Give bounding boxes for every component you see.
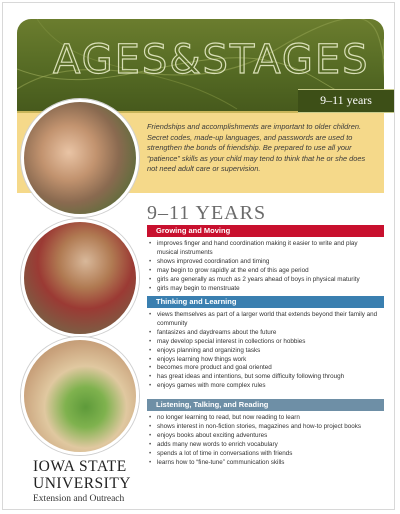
intro-paragraph: Friendships and accomplishments are important to older children. Secret codes, made-up languages, and passwords are used to strengthen the bonds of friendship. Be prepared to use all your “patience” skills as your child may tend to think that he or she does not need adult care or supervision. bbox=[147, 122, 366, 173]
list-thinking bbox=[147, 311, 379, 391]
photo-girls-friends bbox=[21, 99, 139, 217]
list-item: • enjoys games with more complex rules bbox=[147, 382, 379, 391]
age-range-label: 9–11 years bbox=[320, 93, 372, 107]
photo-girl-magnifier bbox=[21, 337, 139, 455]
list-growing bbox=[147, 240, 379, 293]
list-item: • spends a lot of time in conversations with friends bbox=[147, 450, 379, 459]
list-listening bbox=[147, 414, 379, 467]
list-item: • may begin to grow rapidly at the end of this age period bbox=[147, 267, 379, 276]
list-item: • enjoys planning and organizing tasks bbox=[147, 347, 379, 356]
page-title: AGES&STAGES bbox=[53, 37, 370, 83]
section-header-thinking: Thinking and Learning bbox=[147, 296, 384, 308]
list-item: • becomes more product and goal oriented bbox=[147, 364, 379, 373]
list-item: • views themselves as part of a larger world that extends beyond their family and community bbox=[147, 311, 379, 329]
age-heading: 9–11 YEARS bbox=[147, 202, 267, 224]
list-item: • adds many new words to enrich vocabulary bbox=[147, 441, 379, 450]
list-item: • girls may begin to menstruate bbox=[147, 285, 379, 294]
list-item: • no longer learning to read, but now reading to learn bbox=[147, 414, 379, 423]
list-item: • fantasizes and daydreams about the future bbox=[147, 329, 379, 338]
list-item: • may develop special interest in collections or hobbies bbox=[147, 338, 379, 347]
list-item: • learns how to “fine-tune” communication skills bbox=[147, 459, 379, 468]
logo-line-3: Extension and Outreach bbox=[33, 494, 125, 504]
handout-page bbox=[2, 2, 395, 510]
list-item: • girls are generally as much as 2 years ahead of boys in physical maturity bbox=[147, 276, 379, 285]
list-item: • improves finger and hand coordination making it easier to write and play musical instruments bbox=[147, 240, 379, 258]
logo-line-1: IOWA STATE bbox=[33, 458, 127, 475]
photo-boy-wheelchair bbox=[21, 219, 139, 337]
age-range-tab bbox=[298, 89, 394, 113]
section-header-listening: Listening, Talking, and Reading bbox=[147, 399, 384, 411]
list-item: • enjoys books about exciting adventures bbox=[147, 432, 379, 441]
list-item: • enjoys learning how things work bbox=[147, 356, 379, 365]
section-header-growing: Growing and Moving bbox=[147, 225, 384, 237]
list-item: • shows improved coordination and timing bbox=[147, 258, 379, 267]
list-item: • has great ideas and intentions, but some difficulty following through bbox=[147, 373, 379, 382]
list-item: • shows interest in non-fiction stories, magazines and how-to project books bbox=[147, 423, 379, 432]
logo-line-2: UNIVERSITY bbox=[33, 475, 131, 492]
